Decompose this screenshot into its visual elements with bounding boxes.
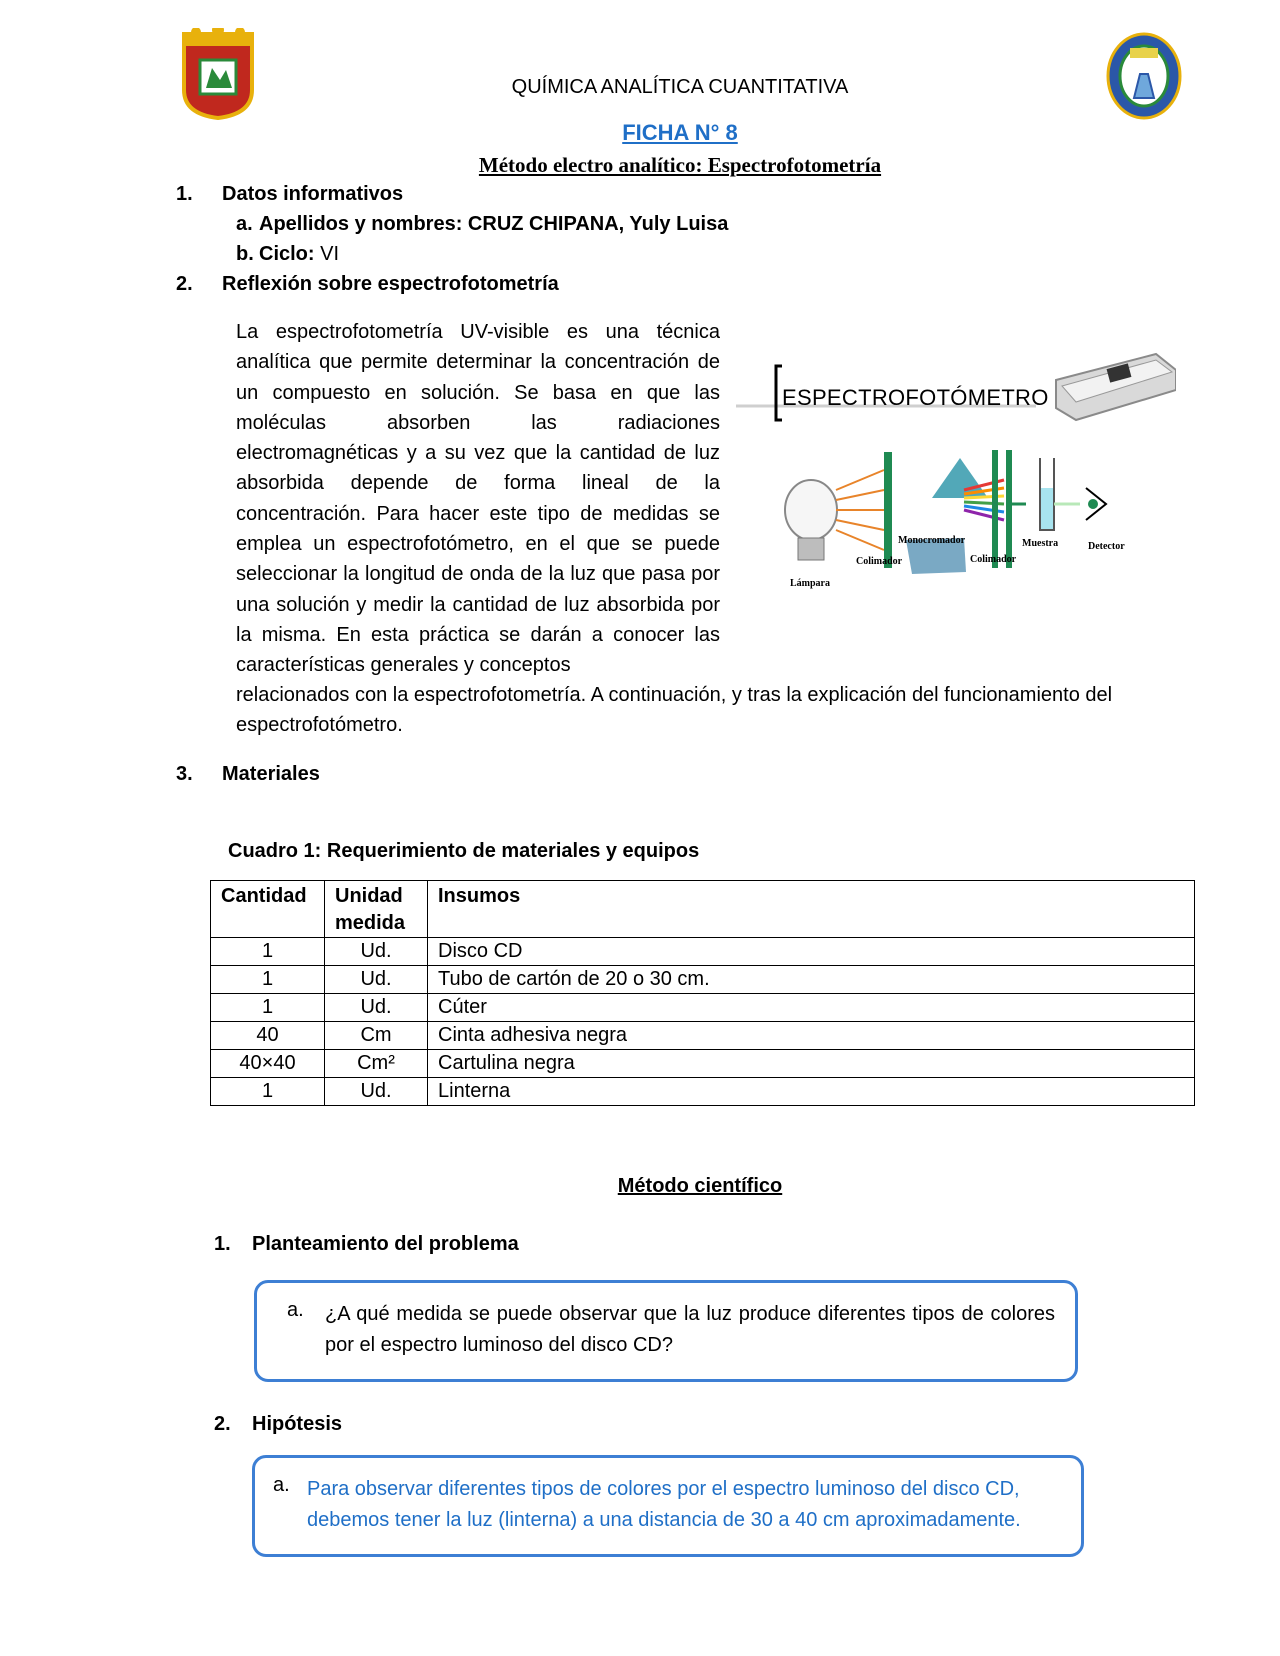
section1-b-letter: b. [236, 243, 254, 265]
section2-title: Reflexión sobre espectrofotometría [222, 273, 559, 295]
label-lampara: Lámpara [790, 578, 830, 589]
table-row [211, 966, 1195, 994]
cell-unidad: Cm [325, 1022, 428, 1050]
problem-box [254, 1280, 1078, 1382]
table-row [211, 1078, 1195, 1106]
table-row [211, 994, 1195, 1022]
document-subtitle: Método electro analítico: Espectrofotometría [478, 153, 882, 177]
cell-cantidad: 1 [211, 994, 325, 1022]
problem-title: Planteamiento del problema [252, 1233, 519, 1255]
header-insumos: Insumos [428, 881, 1195, 938]
section1-title: Datos informativos [222, 183, 404, 205]
label-muestra: Muestra [1022, 538, 1059, 549]
cycle-line [259, 243, 339, 266]
cell-unidad: Ud. [325, 994, 428, 1022]
cell-cantidad: 40 [211, 1022, 325, 1050]
problem-question: ¿A qué medida se puede observar que la luz produce diferentes tipos de colores por el espectro luminoso del disco CD? [325, 1303, 1055, 1356]
problem-number: 1. [214, 1233, 231, 1255]
student-name: Apellidos y nombres: CRUZ CHIPANA, Yuly Luisa [259, 213, 729, 235]
label-colimador-1: Colimador [856, 556, 903, 567]
cell-insumo: Linterna [428, 1078, 1195, 1106]
cell-unidad: Ud. [325, 938, 428, 966]
cell-unidad: Ud. [325, 966, 428, 994]
cell-unidad: Ud. [325, 1078, 428, 1106]
cell-insumo: Cartulina negra [428, 1050, 1195, 1078]
table-row [211, 938, 1195, 966]
cell-unidad: Cm² [325, 1050, 428, 1078]
label-monocromador: Monocromador [898, 535, 966, 546]
header-cantidad: Cantidad [211, 881, 325, 938]
cell-insumo: Cinta adhesiva negra [428, 1022, 1195, 1050]
hypothesis-letter: a. [273, 1474, 290, 1496]
ficha-number: FICHA N° 8 [622, 120, 738, 145]
problem-letter: a. [287, 1299, 304, 1321]
section1-a-letter: a. [236, 213, 253, 235]
table-caption: Cuadro 1: Requerimiento de materiales y equipos [228, 840, 700, 862]
table-header-row [211, 881, 1195, 938]
hypothesis-text: Para observar diferentes tipos de colores por el espectro luminoso del disco CD, debemos tener la luz (linterna) a una distancia de 30 a 40 cm aproximadamente. [307, 1478, 1021, 1531]
materials-table [210, 880, 1195, 1106]
hypothesis-title: Hipótesis [252, 1413, 343, 1435]
spectrophotometer-banner: ESPECTROFOTÓMETRO [782, 385, 1049, 410]
faculty-right-logo [1104, 28, 1184, 120]
header-unidad: Unidad medida [325, 881, 428, 938]
table-row [211, 1050, 1195, 1078]
table-row [211, 1022, 1195, 1050]
method-title: Método científico [617, 1175, 783, 1197]
cell-cantidad: 1 [211, 938, 325, 966]
cycle-label: Ciclo: [259, 243, 315, 265]
cell-cantidad: 1 [211, 1078, 325, 1106]
university-left-logo [176, 28, 260, 120]
cell-insumo: Cúter [428, 994, 1195, 1022]
label-detector: Detector [1088, 541, 1125, 552]
spectrophotometer-diagram [736, 340, 1176, 610]
cell-insumo: Disco CD [428, 938, 1195, 966]
reflection-paragraph-continued: relacionados con la espectrofotometría. A continuación, y tras la explicación del funcionamiento del espectrofotómetro. [236, 684, 1113, 737]
label-colimador-2: Colimador [970, 554, 1017, 565]
hypothesis-box [252, 1455, 1084, 1557]
hypothesis-number: 2. [214, 1413, 231, 1435]
cell-cantidad: 1 [211, 966, 325, 994]
spectrophotometer-figure [736, 340, 1176, 610]
course-title: QUÍMICA ANALÍTICA CUANTITATIVA [511, 76, 849, 98]
cell-insumo: Tubo de cartón de 20 o 30 cm. [428, 966, 1195, 994]
cycle-value: VI [314, 243, 340, 265]
section1-number: 1. [176, 183, 193, 205]
section3-number: 3. [176, 763, 193, 785]
section3-title: Materiales [222, 763, 320, 785]
section2-number: 2. [176, 273, 193, 295]
cell-cantidad: 40×40 [211, 1050, 325, 1078]
reflection-paragraph: La espectrofotometría UV-visible es una técnica analítica que permite determinar la concentración de un compuesto en solución. Se basa en que las moléculas absorben las radiaciones electromagnéticas y a su vez que la cantidad de luz absorbida depende de forma lineal de la concentración. Para hacer este tipo de medidas se emplea un espectrofotómetro, en el que se puede seleccionar la longitud de onda de la luz que pasa por una solución y medir la cantidad de luz absorbida por la misma. En esta práctica se darán a conocer las características generales y conceptos [236, 321, 720, 677]
